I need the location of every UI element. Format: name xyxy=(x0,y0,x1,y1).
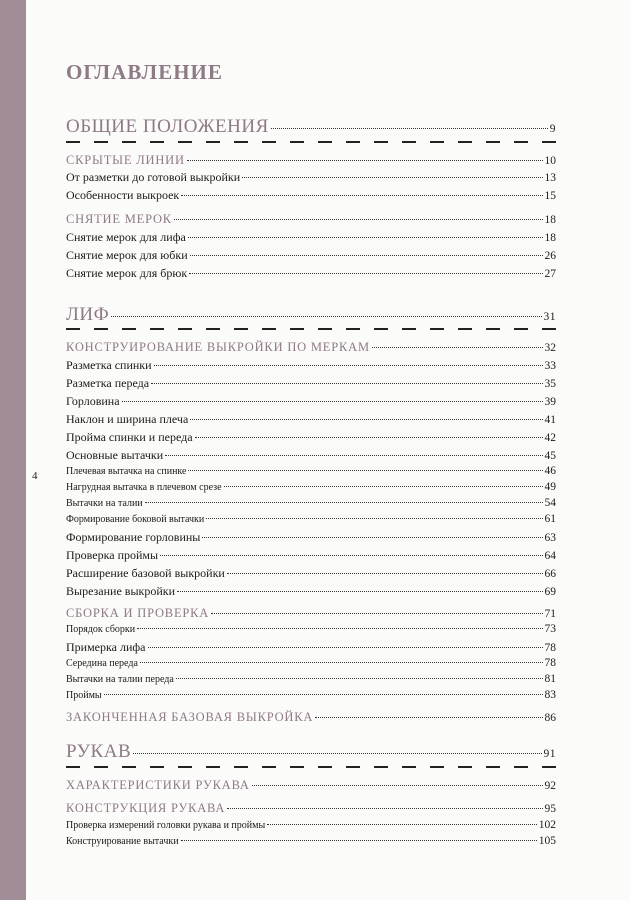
toc-subitem[interactable] xyxy=(66,819,556,831)
leader-dots xyxy=(187,160,543,161)
entry-page: 42 xyxy=(544,432,556,444)
entry-page: 15 xyxy=(544,190,556,202)
entry-label: ОБЩИЕ ПОЛОЖЕНИЯ xyxy=(66,116,269,137)
leader-dots xyxy=(190,255,543,256)
leader-dots xyxy=(211,613,542,614)
leader-dots xyxy=(145,502,543,503)
entry-label: СКРЫТЫЕ ЛИНИИ xyxy=(66,153,185,167)
entry-label: Проверка проймы xyxy=(66,548,159,562)
toc-subitem[interactable] xyxy=(66,689,556,701)
leader-dots xyxy=(160,555,542,556)
entry-page: 9 xyxy=(549,123,556,135)
leader-dots xyxy=(206,518,542,519)
leader-dots xyxy=(252,785,543,786)
entry-label: Плечевая вытачка на спинке xyxy=(66,466,187,477)
entry-label: Основные вытачки xyxy=(66,448,164,462)
leader-dots xyxy=(177,591,542,592)
leader-dots xyxy=(133,753,541,754)
toc-chapter[interactable] xyxy=(66,710,556,725)
entry-page: 13 xyxy=(544,172,556,184)
toc-subitem[interactable] xyxy=(66,497,556,509)
entry-label: КОНСТРУКЦИЯ РУКАВА xyxy=(66,801,226,815)
leader-dots xyxy=(148,647,543,648)
section-divider xyxy=(66,141,556,143)
entry-page: 54 xyxy=(544,497,556,509)
toc-chapter[interactable] xyxy=(66,778,556,793)
entry-label: Конструирование вытачки xyxy=(66,836,179,847)
toc-item[interactable] xyxy=(66,530,556,545)
entry-page: 32 xyxy=(544,342,556,354)
toc-item[interactable] xyxy=(66,394,556,409)
entry-label: Снятие мерок для лифа xyxy=(66,230,186,244)
entry-label: Пройма спинки и переда xyxy=(66,430,193,444)
entry-label: Наклон и ширина плеча xyxy=(66,412,189,426)
entry-page: 102 xyxy=(538,819,556,831)
toc-subitem[interactable] xyxy=(66,465,556,477)
entry-page: 10 xyxy=(544,155,556,167)
toc-item[interactable] xyxy=(66,584,556,599)
toc-item[interactable] xyxy=(66,548,556,563)
entry-page: 31 xyxy=(543,311,556,323)
toc-item[interactable] xyxy=(66,430,556,445)
entry-page: 78 xyxy=(544,642,556,654)
toc-chapter[interactable] xyxy=(66,606,556,621)
entry-label: Разметка спинки xyxy=(66,358,152,372)
entry-label: Середина переда xyxy=(66,658,138,669)
leader-dots xyxy=(181,840,537,841)
leader-dots xyxy=(190,419,542,420)
entry-page: 27 xyxy=(544,268,556,280)
toc-part-bodice[interactable] xyxy=(66,304,556,326)
entry-label: ЛИФ xyxy=(66,304,110,325)
entry-label: КОНСТРУИРОВАНИЕ ВЫКРОЙКИ ПО МЕРКАМ xyxy=(66,340,370,354)
entry-page: 33 xyxy=(544,360,556,372)
entry-label: Формирование боковой вытачки xyxy=(66,514,205,525)
entry-page: 64 xyxy=(544,550,556,562)
entry-page: 39 xyxy=(544,396,556,408)
entry-page: 18 xyxy=(544,232,556,244)
entry-label: Вырезание выкройки xyxy=(66,584,176,598)
entry-page: 49 xyxy=(544,481,556,493)
toc-subitem[interactable] xyxy=(66,835,556,847)
entry-label: РУКАВ xyxy=(66,741,132,762)
toc-subitem[interactable] xyxy=(66,623,556,635)
entry-label: Вытачки на талии переда xyxy=(66,674,174,685)
leader-dots xyxy=(271,128,548,129)
entry-page: 91 xyxy=(543,748,556,760)
toc-subitem[interactable] xyxy=(66,673,556,685)
leader-dots xyxy=(224,486,543,487)
leader-dots xyxy=(111,316,541,317)
toc-subitem[interactable] xyxy=(66,481,556,493)
leader-dots xyxy=(151,383,542,384)
toc-item[interactable] xyxy=(66,376,556,391)
section-divider xyxy=(66,328,556,330)
entry-label: СНЯТИЕ МЕРОК xyxy=(66,212,172,226)
entry-page: 71 xyxy=(544,608,556,620)
entry-label: Проймы xyxy=(66,690,102,701)
toc-chapter[interactable] xyxy=(66,801,556,816)
toc-item[interactable] xyxy=(66,188,556,203)
entry-label: Примерка лифа xyxy=(66,640,146,654)
leader-dots xyxy=(227,573,543,574)
leader-dots xyxy=(140,662,543,663)
leader-dots xyxy=(165,455,542,456)
leader-dots xyxy=(195,437,543,438)
toc-subitem[interactable] xyxy=(66,657,556,669)
toc-subitem[interactable] xyxy=(66,513,556,525)
entry-label: Проверка измерений головки рукава и проймы xyxy=(66,820,266,831)
entry-page: 95 xyxy=(544,803,556,815)
entry-label: Порядок сборки xyxy=(66,624,136,635)
toc-item[interactable] xyxy=(66,266,556,281)
leader-dots xyxy=(372,347,543,348)
toc-item[interactable] xyxy=(66,230,556,245)
leader-dots xyxy=(154,365,543,366)
toc-chapter[interactable] xyxy=(66,212,556,227)
entry-label: Особенности выкроек xyxy=(66,188,180,202)
leader-dots xyxy=(137,628,542,629)
entry-page: 46 xyxy=(544,465,556,477)
entry-page: 63 xyxy=(544,532,556,544)
toc-part-sleeve[interactable] xyxy=(66,741,556,763)
leader-dots xyxy=(227,808,542,809)
book-page xyxy=(26,0,630,900)
entry-label: СБОРКА И ПРОВЕРКА xyxy=(66,606,210,620)
entry-page: 35 xyxy=(544,378,556,390)
leader-dots xyxy=(315,717,542,718)
toc-item[interactable] xyxy=(66,412,556,427)
entry-label: ХАРАКТЕРИСТИКИ РУКАВА xyxy=(66,778,250,792)
entry-label: Нагрудная вытачка в плечевом срезе xyxy=(66,482,222,493)
leader-dots xyxy=(188,470,542,471)
leader-dots xyxy=(104,694,543,695)
leader-dots xyxy=(176,678,543,679)
entry-label: Формирование горловины xyxy=(66,530,201,544)
entry-label: Снятие мерок для брюк xyxy=(66,266,188,280)
entry-label: ЗАКОНЧЕННАЯ БАЗОВАЯ ВЫКРОЙКА xyxy=(66,710,314,724)
entry-page: 83 xyxy=(544,689,556,701)
leader-dots xyxy=(202,537,542,538)
entry-page: 105 xyxy=(538,835,556,847)
toc-part-general[interactable] xyxy=(66,116,556,138)
section-divider xyxy=(66,766,556,768)
entry-page: 86 xyxy=(544,712,556,724)
toc-item[interactable] xyxy=(66,640,556,655)
entry-label: Снятие мерок для юбки xyxy=(66,248,188,262)
entry-label: Расширение базовой выкройки xyxy=(66,566,225,580)
entry-page: 78 xyxy=(544,657,556,669)
toc-item[interactable] xyxy=(66,248,556,263)
leader-dots xyxy=(122,401,543,402)
entry-page: 45 xyxy=(544,450,556,462)
entry-page: 41 xyxy=(544,414,556,426)
entry-page: 18 xyxy=(544,214,556,226)
entry-page: 81 xyxy=(544,673,556,685)
leader-dots xyxy=(181,195,542,196)
side-page-number: 4 xyxy=(32,470,38,482)
entry-label: Горловина xyxy=(66,394,120,408)
toc-item[interactable] xyxy=(66,358,556,373)
toc-chapter[interactable] xyxy=(66,153,556,168)
entry-label: Вытачки на талии xyxy=(66,498,143,509)
entry-page: 61 xyxy=(544,513,556,525)
entry-label: Разметка переда xyxy=(66,376,150,390)
leader-dots xyxy=(188,237,543,238)
leader-dots xyxy=(189,273,542,274)
entry-page: 69 xyxy=(544,586,556,598)
leader-dots xyxy=(174,219,543,220)
entry-page: 66 xyxy=(544,568,556,580)
entry-label: От разметки до готовой выкройки xyxy=(66,170,241,184)
leader-dots xyxy=(267,824,537,825)
entry-page: 73 xyxy=(544,623,556,635)
entry-page: 92 xyxy=(544,780,556,792)
toc-item[interactable] xyxy=(66,566,556,581)
toc-title: ОГЛАВЛЕНИЕ xyxy=(66,60,223,84)
toc-item[interactable] xyxy=(66,448,556,463)
toc-chapter[interactable] xyxy=(66,340,556,355)
toc-item[interactable] xyxy=(66,170,556,185)
leader-dots xyxy=(242,177,542,178)
entry-page: 26 xyxy=(544,250,556,262)
